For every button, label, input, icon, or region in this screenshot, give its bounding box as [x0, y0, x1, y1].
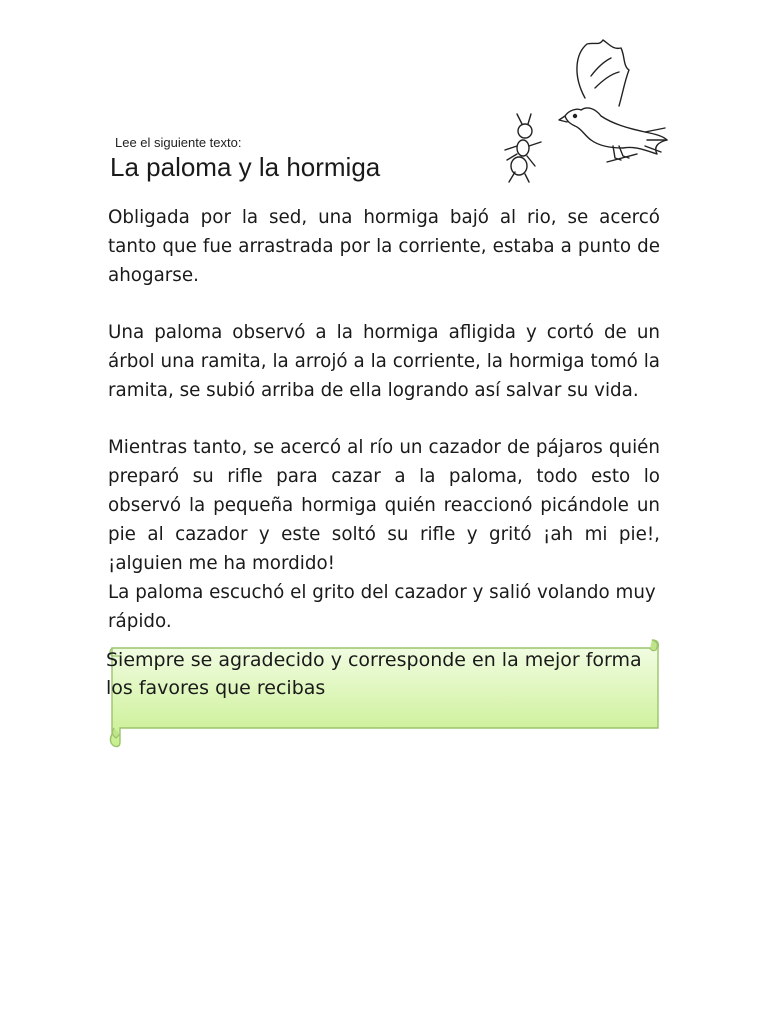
instruction-label: Lee el siguiente texto: [115, 135, 242, 150]
page-title: La paloma y la hormiga [110, 152, 381, 182]
story-paragraph: Una paloma observó a la hormiga afligida y cortó de un árbol una ramita, la arrojó a la corriente, la hormiga tomó la ramita, se subió arriba de ella logrando así salvar su vida. [108, 322, 660, 401]
story-paragraph: Obligada por la sed, una hormiga bajó al rio, se acercó tanto que fue arrastrada por la corriente, estaba a punto de ahogarse. [108, 207, 660, 286]
story-paragraph: La paloma escuchó el grito del cazador y salió volando muy rápido. [108, 582, 656, 632]
story-paragraph: Mientras tanto, se acercó al río un cazador de pájaros quién preparó su rifle para cazar a la paloma, todo esto lo observó la pequeña hormiga quién reaccionó picándole un pie al cazador y este soltó su rifle y gritó ¡ah mi pie!, ¡alguien me ha mordido! [108, 437, 660, 574]
story-text [108, 203, 660, 636]
moral-text: Siempre se agradecido y corresponde en la mejor forma los favores que recibas [106, 649, 642, 699]
ant-icon [505, 114, 541, 182]
dove-icon [559, 40, 667, 162]
dove-and-ant-illustration [495, 36, 670, 184]
moral-scroll-banner [104, 638, 664, 750]
